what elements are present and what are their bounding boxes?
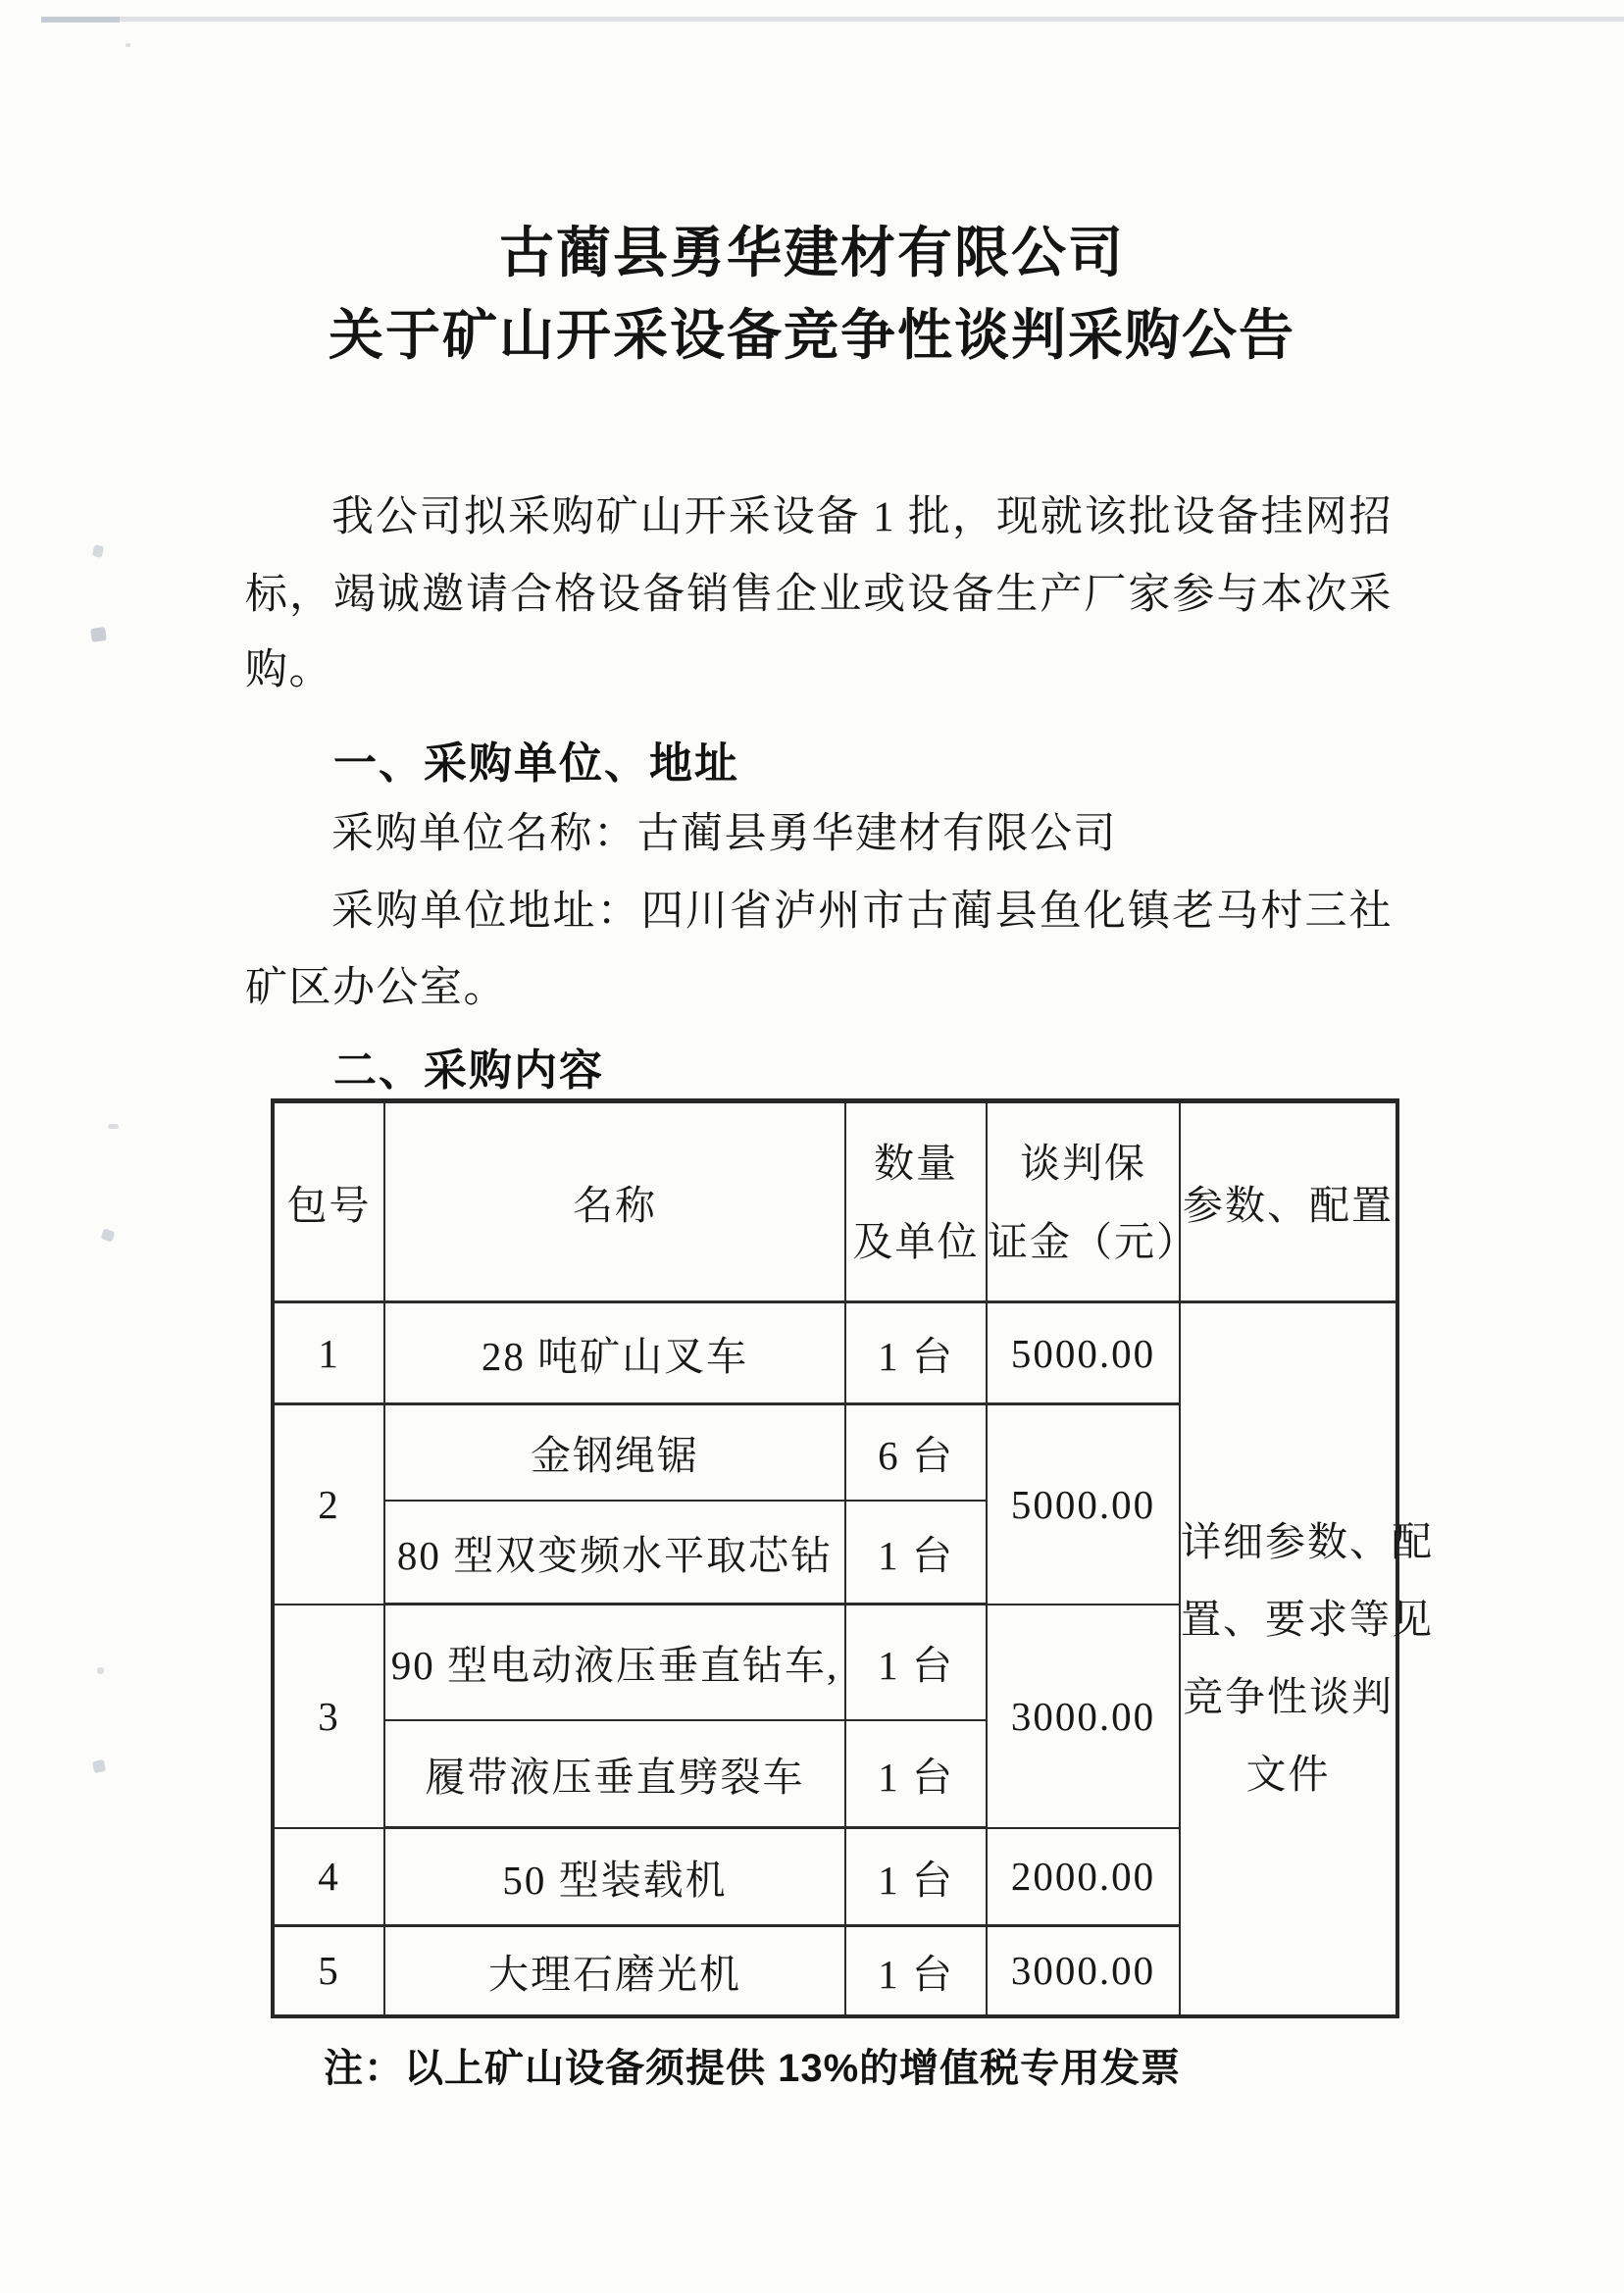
col-header-qty-line: 数量 [874, 1140, 958, 1186]
package-no-cell: 1 [273, 1302, 384, 1404]
item-qty-cell: 1 台 [845, 1926, 987, 2016]
scan-artifact [126, 43, 130, 47]
document-title-line-1: 古蔺县勇华建材有限公司 [499, 222, 1125, 283]
params-cell-line: 置、要求等见 [1181, 1597, 1434, 1643]
col-header-package-no: 包号 [273, 1101, 384, 1302]
col-header-deposit [987, 1101, 1198, 1302]
item-name-cell: 履带液压垂直劈裂车 [384, 1720, 845, 1828]
item-name-cell: 28 吨矿山叉车 [384, 1302, 845, 1404]
deposit-cell: 3000.00 [987, 1926, 1180, 2016]
package-no-cell: 2 [273, 1404, 384, 1605]
intro-paragraph-line-2: 标，竭诚邀请合格设备销售企业或设备生产厂家参与本次采 [245, 572, 1393, 618]
purchase-unit-name-line: 采购单位名称：古蔺县勇华建材有限公司 [331, 811, 1117, 857]
deposit-cell: 2000.00 [987, 1828, 1180, 1926]
scan-edge-band-tip [41, 17, 120, 23]
package-no-cell: 4 [273, 1828, 384, 1926]
item-qty-cell: 1 台 [845, 1302, 987, 1404]
deposit-cell: 5000.00 [987, 1404, 1180, 1605]
package-no-cell: 3 [273, 1605, 384, 1828]
scan-artifact [92, 544, 105, 558]
item-name-cell: 90 型电动液压垂直钻车, [384, 1605, 845, 1720]
params-merged-cell [1180, 1302, 1434, 2016]
scan-edge-band [41, 17, 1624, 22]
purchase-unit-address-line-1: 采购单位地址：四川省泸州市古蔺县鱼化镇老马村三社 [331, 889, 1393, 935]
item-qty-cell: 1 台 [845, 1828, 987, 1926]
purchase-content-heading: 二、采购内容 [333, 1046, 604, 1095]
col-header-params: 参数、配置 [1180, 1101, 1397, 1302]
purchase-unit-heading: 一、采购单位、地址 [333, 739, 739, 788]
item-name-cell: 50 型装载机 [384, 1828, 845, 1926]
item-qty-cell: 1 台 [845, 1605, 987, 1720]
params-cell-line: 文件 [1245, 1752, 1331, 1798]
params-cell-line: 竞争性谈判 [1183, 1674, 1394, 1720]
scan-artifact [97, 1667, 104, 1674]
col-header-deposit-line: 谈判保 [1020, 1140, 1146, 1186]
procurement-table [271, 1098, 1434, 2018]
procurement-note: 注：以上矿山设备须提供 13%的增值税专用发票 [324, 2047, 1182, 2090]
scan-artifact [90, 627, 107, 642]
item-name-cell: 大理石磨光机 [384, 1926, 845, 2016]
col-header-qty-unit [845, 1101, 987, 1302]
params-cell-line: 详细参数、配 [1181, 1519, 1434, 1565]
purchase-unit-address-line-2: 矿区办公室。 [245, 965, 507, 1011]
col-header-deposit-line: 证金（元） [988, 1218, 1198, 1264]
item-qty-cell: 1 台 [845, 1501, 987, 1605]
scan-artifact [108, 1124, 119, 1129]
document-title-line-2: 关于矿山开采设备竞争性谈判采购公告 [329, 304, 1295, 366]
item-qty-cell: 1 台 [845, 1720, 987, 1828]
package-no-cell: 5 [273, 1926, 384, 2016]
col-header-name: 名称 [384, 1101, 845, 1302]
col-header-qty-line: 及单位 [852, 1218, 980, 1264]
scan-artifact [92, 1759, 106, 1773]
intro-paragraph-line-3: 购。 [245, 647, 332, 693]
item-name-cell: 金钢绳锯 [384, 1404, 845, 1501]
item-name-cell: 80 型双变频水平取芯钻 [384, 1501, 845, 1605]
item-qty-cell: 6 台 [845, 1404, 987, 1501]
deposit-cell: 5000.00 [987, 1302, 1180, 1404]
deposit-cell: 3000.00 [987, 1605, 1180, 1828]
scan-artifact [100, 1228, 115, 1242]
intro-paragraph-line-1: 我公司拟采购矿山开采设备 1 批，现就该批设备挂网招 [331, 494, 1393, 540]
